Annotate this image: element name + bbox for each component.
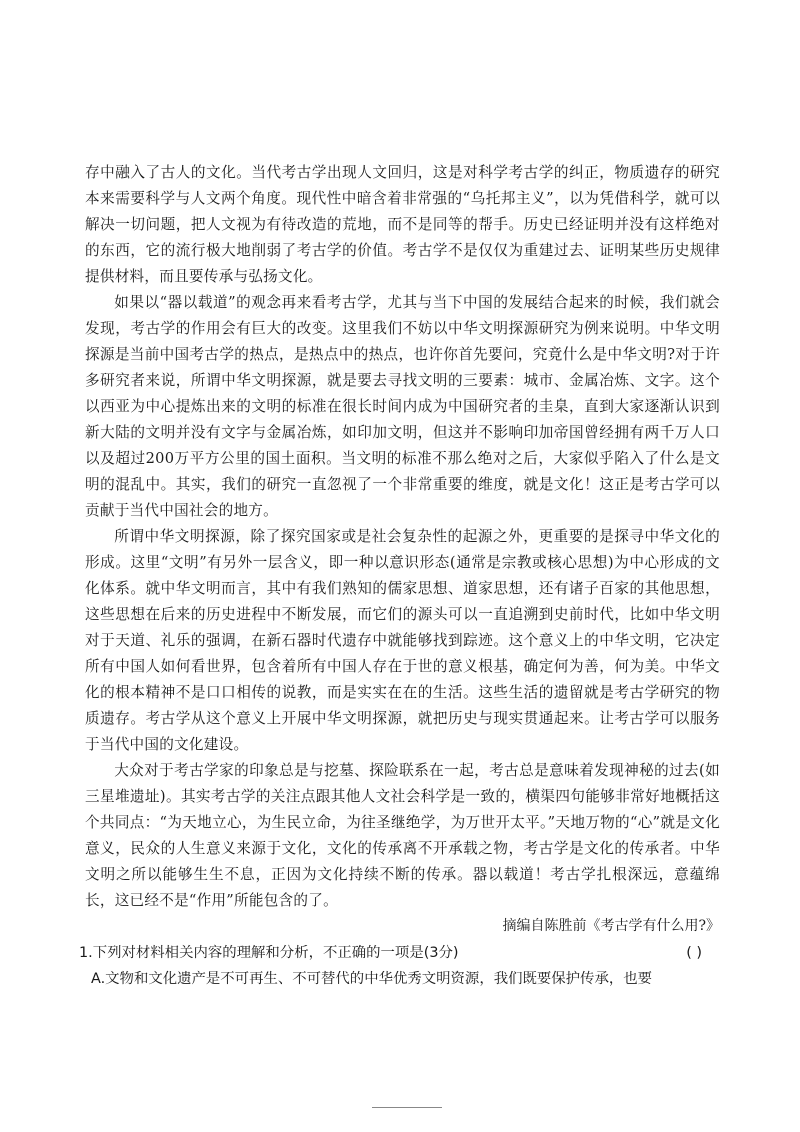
document-page bbox=[79, 160, 720, 992]
option-a: A.文物和文化遗产是不可再生、不可替代的中华优秀文明资源，我们既要保护传承，也要 bbox=[91, 971, 653, 987]
paragraph-1: 存中融入了古人的文化。当代考古学出现人文回归，这是对科学考古学的纠正，物质遗存的研究本来需要科学与人文两个角度。现代性中暗含着非常强的“乌托邦主义”，以为凭借科学，就可以解决一切问题，把人文视为有待改造的荒地，而不是同等的帮手。历史已经证明并没有这样绝对的东西，它的流行极大地削弱了考古学的价值。考古学不是仅仅为重建过去、证明某些历史规律提供材料，而且要传承与弘扬文化。 bbox=[85, 164, 720, 285]
answer-bracket: ( ) bbox=[686, 945, 702, 961]
paragraph-2: 如果以“器以载道”的观念再来看考古学，尤其与当下中国的发展结合起来的时候，我们就会发现，考古学的作用会有巨大的改变。这里我们不妨以中华文明探源研究为例来说明。中华文明探源是当前中国考古学的热点，是热点中的热点，也许你首先要问，究竟什么是中华文明?对于许多研究者来说，所谓中华文明探源，就是要去寻找文明的三要素：城市、金属冶炼、文字。这个以西亚为中心提炼出来的文明的标准在很长时间内成为中国研究者的圭臬，直到大家逐渐认识到新大陆的文明并没有文字与金属冶炼，如印加文明，但这并不影响印加帝国曾经拥有两千万人口以及超过200万平方公里的国土面积。当文明的标准不那么绝对之后，大家似乎陷入了什么是文明的混乱中。其实，我们的研究一直忽视了一个非常重要的维度，就是文化！这正是考古学可以贡献于当代中国社会的地方。 bbox=[85, 294, 720, 519]
footer-divider bbox=[372, 1107, 442, 1108]
question-1 bbox=[79, 940, 720, 966]
paragraph-4: 大众对于考古学家的印象总是与挖墓、探险联系在一起，考古总是意味着发现神秘的过去(如三星堆遗址)。其实考古学的关注点跟其他人文社会科学是一致的，横渠四句能够非常好地概括这个共同点：“为天地立心，为生民立命，为往圣继绝学，为万世开太平。”天地万物的“心”就是文化意义，民众的人生意义来源于文化，文化的传承离不开承载之物，考古学是文化的传承者。中华文明之所以能够生生不息，正因为文化持续不断的传承。器以载道！考古学扎根深远，意蕴绵长，这已经不是“作用”所能包含的了。 bbox=[85, 762, 720, 909]
paragraph-3: 所谓中华文明探源，除了探究国家或是社会复杂性的起源之外，更重要的是探寻中华文化的形成。这里“文明”有另外一层含义，即一种以意识形态(通常是宗教或核心思想)为中心形成的文化体系。就中华文明而言，其中有我们熟知的儒家思想、道家思想，还有诸子百家的其他思想，这些思想在后来的历史进程中不断发展，而它们的源头可以一直追溯到史前时代，比如中华文明对于天道、礼乐的强调，在新石器时代遗存中就能够找到踪迹。这个意义上的中华文明，它决定所有中国人如何看世界，包含着所有中国人存在于世的意义根基，确定何为善，何为美。中华文化的根本精神不是口口相传的说教，而是实实在在的生活。这些生活的遗留就是考古学研究的物质遗存。考古学从这个意义上开展中华文明探源，就把历史与现实贯通起来。让考古学可以服务于当代中国的文化建设。 bbox=[85, 528, 720, 753]
source-attribution: 摘编自陈胜前《考古学有什么用?》 bbox=[502, 918, 720, 934]
question-text: 1.下列对材料相关内容的理解和分析，不正确的一项是(3分) bbox=[79, 945, 459, 961]
